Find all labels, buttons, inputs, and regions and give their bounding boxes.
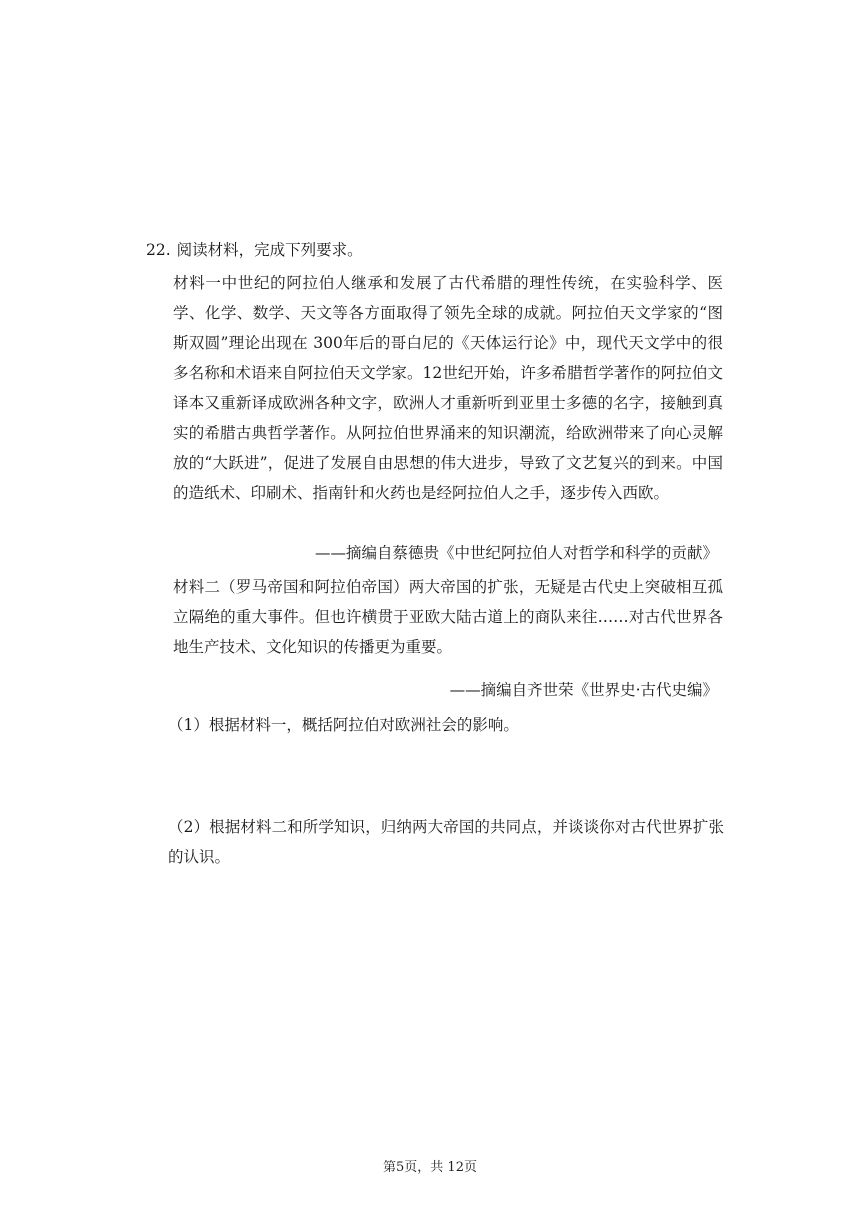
- question-header: [146, 238, 726, 262]
- question-instruction: 阅读材料，完成下列要求。: [176, 241, 363, 259]
- material-two-source: ——摘编自齐世荣《世界史·古代史编》: [449, 681, 718, 699]
- material-one-text: 材料一中世纪的阿拉伯人继承和发展了古代希腊的理性传统，在实验科学、医学、化学、数学、天文等各方面取得了领先全球的成就。阿拉伯天文学家的“图斯双圆”理论出现在 300年后的哥白尼的《天体运行论》中，现代天文学中的很多名称和术语来自阿拉伯天文学家。12世纪开始，许多希腊哲学著作的阿拉伯文译本又重新译成欧洲各种文字，欧洲人才重新听到亚里士多德的名字，接触到真实的希腊古典哲学著作。从阿拉伯世界涌来的知识潮流，给欧洲带来了向心灵解放的“大跃进”，促进了发展自由思想的伟大进步，导致了文艺复兴的到来。中国的造纸术、印刷术、指南针和火药也是经阿拉伯人之手，逐步传入西欧。: [173, 274, 723, 502]
- material-two-text: 材料二（罗马帝国和阿拉伯帝国）两大帝国的扩张，无疑是古代史上突破相互孤立隔绝的重大事件。但也许横贯于亚欧大陆古道上的商队来往……对古代世界各地生产技术、文化知识的传播更为重要。: [173, 578, 723, 656]
- sub-question-1: （1）根据材料一，概括阿拉伯对欧洲社会的影响。: [168, 716, 519, 734]
- question-number: 22.: [146, 241, 171, 259]
- page-footer: 第5页，共 12页: [383, 1160, 477, 1175]
- sub-question-2: （2）根据材料二和所学知识，归纳两大帝国的共同点，并谈谈你对古代世界扩张的认识。: [168, 818, 724, 866]
- material-one-source: ——摘编自蔡德贵《中世纪阿拉伯人对哲学和科学的贡献》: [314, 544, 718, 562]
